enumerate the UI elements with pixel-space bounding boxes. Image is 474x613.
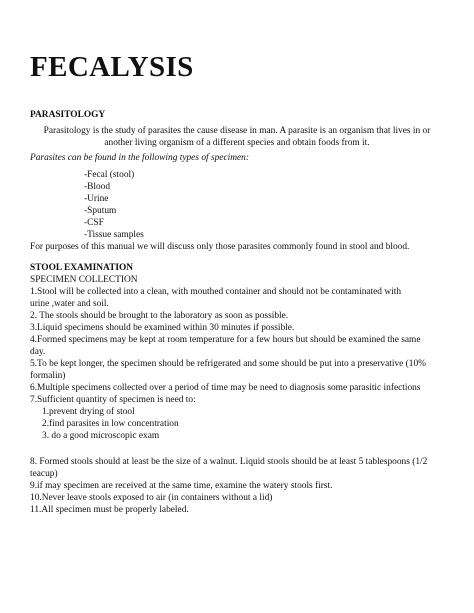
instruction-line: formalin)	[30, 371, 66, 381]
list-item: -CSF	[84, 218, 104, 228]
sub-list-item: 1.prevent drying of stool	[42, 407, 135, 417]
instruction-line: urine ,water and soil.	[30, 299, 109, 309]
sub-list-item: 2.find parasites in low concentration	[42, 419, 179, 429]
instruction-line: day.	[30, 347, 46, 357]
list-item: -Sputum	[84, 206, 117, 216]
list-item: -Tissue samples	[84, 230, 144, 240]
section-heading-parasitology: PARASITOLOGY	[30, 110, 106, 120]
instruction-line: 6.Multiple specimens collected over a period of time may be need to diagnosis some parasitic infections	[30, 383, 421, 393]
instruction-line: 1.Stool will be collected into a clean, with mouthed container and should not be contaminated with	[30, 287, 402, 297]
definition-line-1: Parasitology is the study of parasites the cause disease in man. A parasite is an organism that lives in or	[43, 126, 431, 136]
subheading-specimen-collection: SPECIMEN COLLECTION	[30, 275, 138, 285]
instruction-line: 2. The stools should be brought to the laboratory as soon as possible.	[30, 311, 289, 321]
instruction-line: 8. Formed stools should at least be the size of a walnut. Liquid stools should be at least 5 tablespoons (1/2	[30, 457, 428, 467]
purpose-statement: For purposes of this manual we will discuss only those parasites commonly found in stool and blood.	[30, 242, 410, 252]
instruction-line: 4.Formed specimens may be kept at room temperature for a few hours but should be examined the same	[30, 335, 421, 345]
page-title: FECALYSIS	[30, 51, 194, 83]
list-item: -Urine	[84, 194, 109, 204]
list-item: -Blood	[84, 182, 111, 192]
instruction-line: 5.To be kept longer, the specimen should be refrigerated and some should be put into a preservative (10%	[30, 359, 426, 369]
definition-line-2: another living organism of a different species and obtain foods from it.	[104, 138, 370, 148]
instruction-line: teacup)	[30, 469, 58, 479]
list-item: -Fecal (stool)	[84, 170, 135, 180]
instruction-line: 9.if may specimen are received at the same time, examine the watery stools first.	[30, 481, 333, 491]
instruction-line: 7.Sufficient quantity of specimen is need to:	[30, 395, 196, 405]
section-heading-stool-examination: STOOL EXAMINATION	[30, 263, 134, 273]
specimen-intro: Parasites can be found in the following types of specimen:	[30, 153, 249, 163]
instruction-line: 11.All specimen must be properly labeled.	[30, 505, 189, 515]
instruction-line: 10.Never leave stools exposed to air (in containers without a lid)	[30, 493, 273, 503]
instruction-line: 3.Liquid specimens should be examined within 30 minutes if possible.	[30, 323, 295, 333]
sub-list-item: 3. do a good microscopic exam	[42, 431, 160, 441]
